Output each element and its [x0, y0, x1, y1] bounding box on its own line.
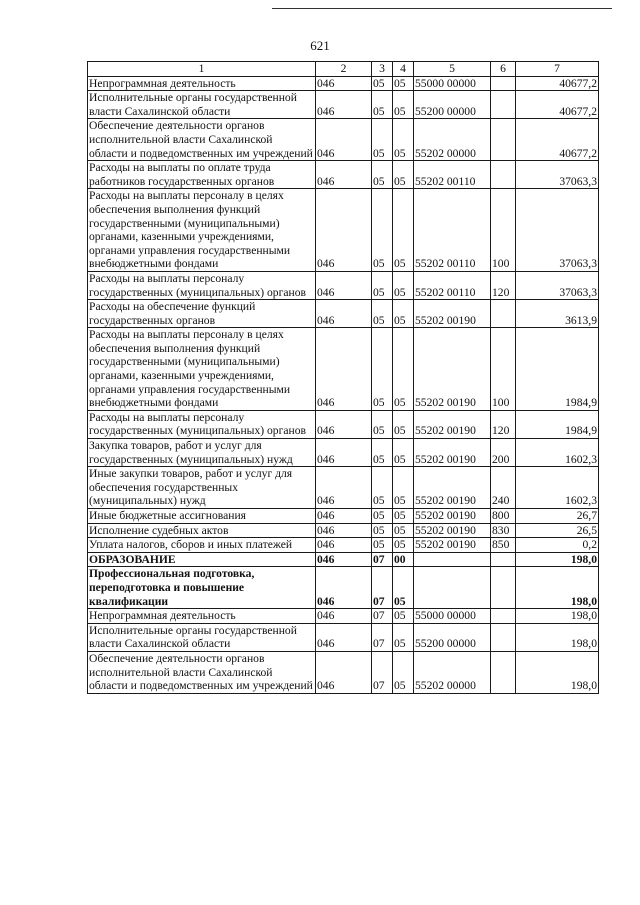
table-row — [88, 538, 599, 553]
row-section: 07 — [372, 623, 393, 651]
row-name: Иные закупки товаров, работ и услуг для обеспечения государственных (муниципальных) нужд — [88, 467, 316, 509]
row-expense-type — [491, 91, 516, 119]
row-target-article: 55000 00000 — [414, 76, 491, 91]
row-target-article — [414, 567, 491, 609]
row-target-article: 55202 00190 — [414, 523, 491, 538]
row-code: 046 — [316, 91, 372, 119]
row-section: 05 — [372, 467, 393, 509]
row-code: 046 — [316, 161, 372, 189]
row-expense-type: 850 — [491, 538, 516, 553]
row-subsection: 05 — [393, 328, 414, 411]
row-sum: 3613,9 — [516, 300, 599, 328]
row-section: 05 — [372, 538, 393, 553]
table-row — [88, 439, 599, 467]
row-section: 07 — [372, 552, 393, 567]
row-sum: 40677,2 — [516, 76, 599, 91]
row-expense-type — [491, 119, 516, 161]
header-cell-4: 4 — [393, 62, 414, 77]
row-expense-type: 800 — [491, 509, 516, 524]
row-name: Расходы на выплаты персоналу государственных (муниципальных) органов — [88, 271, 316, 299]
row-sum: 198,0 — [516, 552, 599, 567]
row-section: 05 — [372, 271, 393, 299]
row-subsection: 05 — [393, 76, 414, 91]
row-section: 05 — [372, 328, 393, 411]
row-code: 046 — [316, 271, 372, 299]
row-sum: 198,0 — [516, 609, 599, 624]
row-subsection: 05 — [393, 91, 414, 119]
row-subsection: 05 — [393, 467, 414, 509]
header-rule — [272, 8, 612, 9]
header-cell-6: 6 — [491, 62, 516, 77]
row-code: 046 — [316, 119, 372, 161]
table-row — [88, 467, 599, 509]
row-section: 07 — [372, 651, 393, 693]
row-sum: 37063,3 — [516, 161, 599, 189]
row-subsection: 00 — [393, 552, 414, 567]
row-section: 05 — [372, 119, 393, 161]
page-number: 621 — [310, 38, 330, 53]
row-name: ОБРАЗОВАНИЕ — [88, 552, 316, 567]
row-subsection: 05 — [393, 538, 414, 553]
table-row — [88, 567, 599, 609]
row-expense-type: 240 — [491, 467, 516, 509]
row-name: Расходы на выплаты персоналу в целях обеспечения выполнения функций государственными (муниципальными) органами, казенными учреждениями, органами управления государственными внебюджетными фондами — [88, 189, 316, 272]
table-row — [88, 509, 599, 524]
row-subsection: 05 — [393, 439, 414, 467]
table-row — [88, 300, 599, 328]
row-sum: 198,0 — [516, 623, 599, 651]
row-section: 05 — [372, 523, 393, 538]
row-target-article: 55202 00110 — [414, 271, 491, 299]
row-subsection: 05 — [393, 161, 414, 189]
row-code: 046 — [316, 509, 372, 524]
row-name: Исполнение судебных актов — [88, 523, 316, 538]
table-row — [88, 609, 599, 624]
table-row — [88, 410, 599, 438]
row-code: 046 — [316, 623, 372, 651]
row-code: 046 — [316, 523, 372, 538]
row-section: 05 — [372, 439, 393, 467]
table-row — [88, 623, 599, 651]
header-cell-3: 3 — [372, 62, 393, 77]
row-sum: 1984,9 — [516, 410, 599, 438]
row-sum: 198,0 — [516, 567, 599, 609]
row-subsection: 05 — [393, 509, 414, 524]
row-expense-type — [491, 552, 516, 567]
row-name: Непрограммная деятельность — [88, 76, 316, 91]
row-name: Иные бюджетные ассигнования — [88, 509, 316, 524]
row-name: Расходы на обеспечение функций государственных органов — [88, 300, 316, 328]
row-subsection: 05 — [393, 651, 414, 693]
row-section: 05 — [372, 410, 393, 438]
row-code: 046 — [316, 300, 372, 328]
row-code: 046 — [316, 567, 372, 609]
row-expense-type — [491, 609, 516, 624]
row-sum: 40677,2 — [516, 119, 599, 161]
row-target-article: 55202 00190 — [414, 439, 491, 467]
row-subsection: 05 — [393, 189, 414, 272]
row-code: 046 — [316, 538, 372, 553]
row-subsection: 05 — [393, 300, 414, 328]
row-section: 05 — [372, 189, 393, 272]
row-section: 05 — [372, 91, 393, 119]
table-row — [88, 552, 599, 567]
row-sum: 1602,3 — [516, 439, 599, 467]
row-sum: 198,0 — [516, 651, 599, 693]
row-target-article: 55202 00000 — [414, 119, 491, 161]
row-name: Расходы на выплаты по оплате труда работников государственных органов — [88, 161, 316, 189]
header-cell-7: 7 — [516, 62, 599, 77]
row-expense-type — [491, 76, 516, 91]
row-target-article: 55202 00110 — [414, 189, 491, 272]
row-expense-type: 200 — [491, 439, 516, 467]
row-expense-type — [491, 161, 516, 189]
row-target-article: 55202 00190 — [414, 467, 491, 509]
header-cell-2: 2 — [316, 62, 372, 77]
table-row — [88, 91, 599, 119]
row-code: 046 — [316, 651, 372, 693]
table-row — [88, 651, 599, 693]
row-sum: 26,7 — [516, 509, 599, 524]
row-target-article: 55202 00190 — [414, 328, 491, 411]
row-code: 046 — [316, 467, 372, 509]
row-sum: 40677,2 — [516, 91, 599, 119]
row-section: 07 — [372, 609, 393, 624]
header-cell-5: 5 — [414, 62, 491, 77]
row-name: Исполнительные органы государственной власти Сахалинской области — [88, 623, 316, 651]
row-section: 05 — [372, 300, 393, 328]
table-row — [88, 523, 599, 538]
row-name: Закупка товаров, работ и услуг для государственных (муниципальных) нужд — [88, 439, 316, 467]
table-row — [88, 328, 599, 411]
row-target-article: 55202 00110 — [414, 161, 491, 189]
row-code: 046 — [316, 328, 372, 411]
row-target-article: 55202 00190 — [414, 300, 491, 328]
row-expense-type: 120 — [491, 271, 516, 299]
row-subsection: 05 — [393, 609, 414, 624]
row-expense-type: 120 — [491, 410, 516, 438]
row-code: 046 — [316, 410, 372, 438]
row-name: Обеспечение деятельности органов исполнительной власти Сахалинской области и подведомственных им учреждений — [88, 119, 316, 161]
row-code: 046 — [316, 189, 372, 272]
row-subsection: 05 — [393, 410, 414, 438]
row-code: 046 — [316, 609, 372, 624]
row-name: Расходы на выплаты персоналу государственных (муниципальных) органов — [88, 410, 316, 438]
row-section: 05 — [372, 76, 393, 91]
row-name: Обеспечение деятельности органов исполнительной власти Сахалинской области и подведомственных им учреждений — [88, 651, 316, 693]
row-target-article: 55202 00190 — [414, 509, 491, 524]
header-cell-1: 1 — [88, 62, 316, 77]
row-name: Непрограммная деятельность — [88, 609, 316, 624]
row-sum: 26,5 — [516, 523, 599, 538]
row-expense-type: 830 — [491, 523, 516, 538]
row-subsection: 05 — [393, 623, 414, 651]
row-code: 046 — [316, 439, 372, 467]
table-row — [88, 161, 599, 189]
row-sum: 37063,3 — [516, 189, 599, 272]
row-name: Уплата налогов, сборов и иных платежей — [88, 538, 316, 553]
row-sum: 1984,9 — [516, 328, 599, 411]
row-subsection: 05 — [393, 567, 414, 609]
row-target-article — [414, 552, 491, 567]
row-name: Исполнительные органы государственной власти Сахалинской области — [88, 91, 316, 119]
budget-table — [87, 61, 599, 694]
row-expense-type — [491, 300, 516, 328]
row-target-article: 55000 00000 — [414, 609, 491, 624]
row-expense-type: 100 — [491, 328, 516, 411]
row-subsection: 05 — [393, 271, 414, 299]
table-row — [88, 119, 599, 161]
header-row — [88, 62, 599, 77]
row-target-article: 55202 00190 — [414, 410, 491, 438]
row-code: 046 — [316, 552, 372, 567]
row-target-article: 55202 00000 — [414, 651, 491, 693]
row-sum: 0,2 — [516, 538, 599, 553]
row-section: 05 — [372, 161, 393, 189]
row-target-article: 55202 00190 — [414, 538, 491, 553]
row-section: 07 — [372, 567, 393, 609]
table-row — [88, 271, 599, 299]
row-subsection: 05 — [393, 119, 414, 161]
row-expense-type — [491, 623, 516, 651]
row-subsection: 05 — [393, 523, 414, 538]
row-code: 046 — [316, 76, 372, 91]
table-row — [88, 76, 599, 91]
row-expense-type — [491, 651, 516, 693]
row-target-article: 55200 00000 — [414, 91, 491, 119]
row-expense-type: 100 — [491, 189, 516, 272]
row-sum: 1602,3 — [516, 467, 599, 509]
row-expense-type — [491, 567, 516, 609]
row-section: 05 — [372, 509, 393, 524]
row-name: Профессиональная подготовка, переподготовка и повышение квалификации — [88, 567, 316, 609]
row-name: Расходы на выплаты персоналу в целях обеспечения выполнения функций государственными (муниципальными) органами, казенными учреждениями, органами управления государственными внебюджетными фондами — [88, 328, 316, 411]
table-row — [88, 189, 599, 272]
row-sum: 37063,3 — [516, 271, 599, 299]
row-target-article: 55200 00000 — [414, 623, 491, 651]
